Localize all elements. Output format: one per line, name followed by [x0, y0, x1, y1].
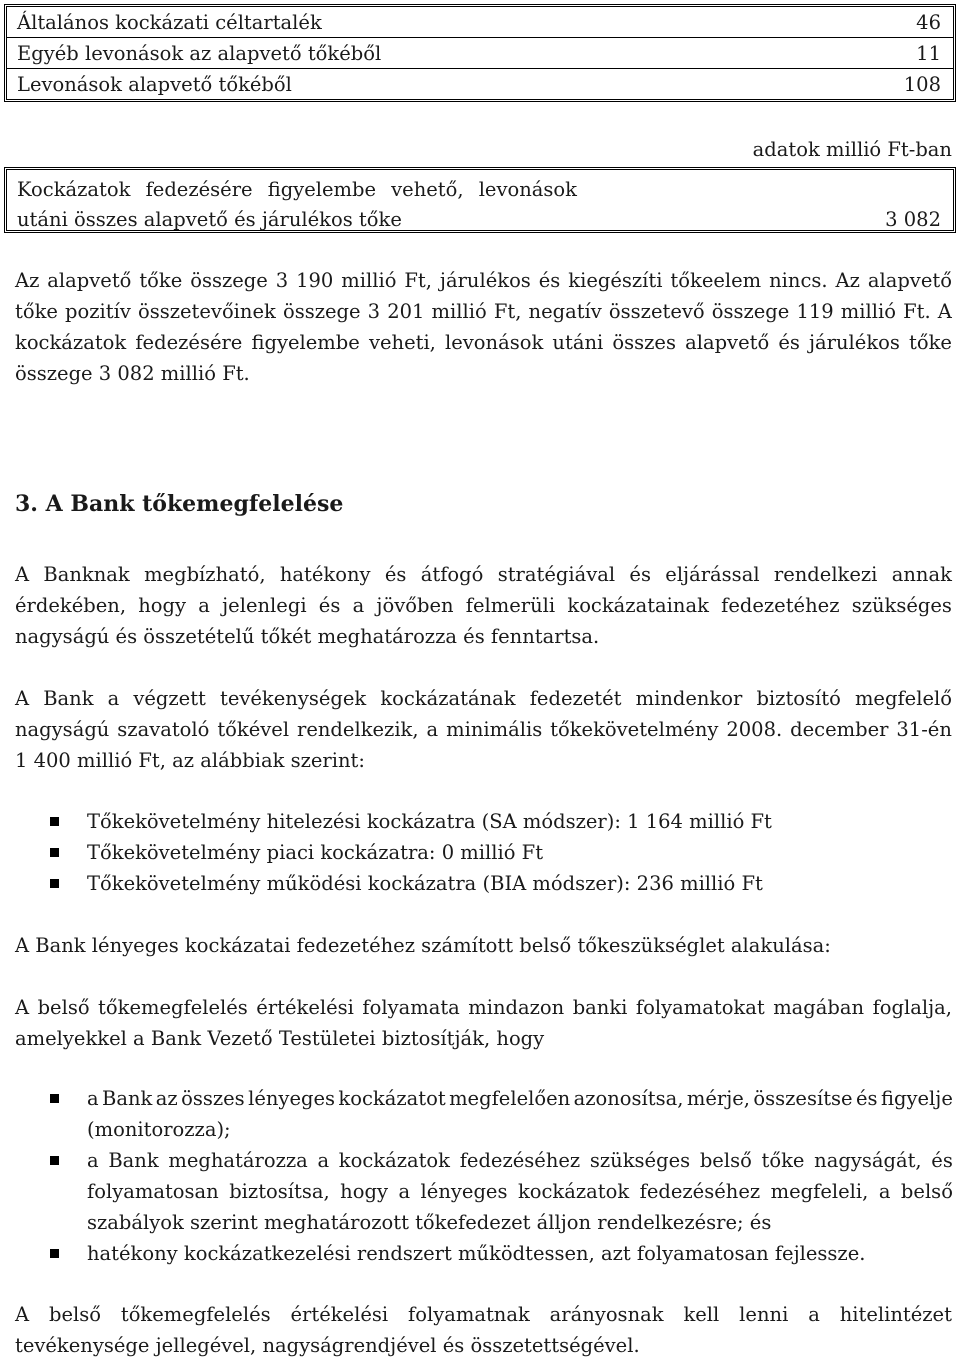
square-bullet-icon: [50, 817, 59, 826]
square-bullet-icon: [50, 1156, 59, 1165]
list-item: [0, 806, 960, 837]
text-line: kockázatok fedezésére figyelembe veheti, levonások utáni összes alapvető és járulékos tőke: [15, 331, 952, 354]
capital-label-line2: utáni összes alapvető és járulékos tőke: [17, 208, 402, 231]
list-item: [0, 837, 960, 868]
square-bullet-icon: [50, 848, 59, 857]
square-bullet-icon: [50, 1249, 59, 1258]
text-line: amelyekkel a Bank Vezető Testületei biztosítják, hogy: [15, 1027, 545, 1050]
list-item-text: Tőkekövetelmény piaci kockázatra: 0 millió Ft: [87, 841, 544, 864]
section-heading: 3. A Bank tőkemegfelelése: [15, 491, 344, 517]
text-line: tőke pozitív összetevőinek összege 3 201 millió Ft, negatív összetevő összege 119 millió Ft. A: [15, 300, 952, 323]
list-item-text: Tőkekövetelmény hitelezési kockázatra (SA módszer): 1 164 millió Ft: [87, 810, 772, 833]
paragraph-assessment-process: [15, 992, 952, 1054]
deductions-table: [4, 4, 956, 102]
text-line: 1 400 millió Ft, az alábbiak szerint:: [15, 749, 365, 772]
text-line: A Banknak megbízható, hatékony és átfogó stratégiával és eljárással rendelkezi annak: [15, 563, 952, 586]
row-value: 11: [916, 42, 941, 65]
text-line: érdekében, hogy a jelenlegi és a jövőben felmerüli kockázatainak fedezetéhez szükséges: [15, 594, 952, 617]
text-line: tevékenysége jellegével, nagyságrendjével és összetettségével.: [15, 1334, 640, 1357]
row-label: Általános kockázati céltartalék: [17, 11, 322, 34]
table-row: [7, 69, 953, 100]
list-item-text: a Bank az összes lényeges kockázatot megfelelően azonosítsa, mérje, összesítse és figyelje (monitorozza);: [87, 1087, 953, 1141]
list-item: [0, 1238, 960, 1269]
capital-table: [4, 167, 956, 233]
paragraph-strategy: [15, 559, 952, 652]
list-item-text: a Bank meghatározza a kockázatok fedezéséhez szükséges belső tőke nagyságát, és folyamatosan biztosítsa, hogy a lényeges kockázatok fedezéséhez megfeleli, a belső szabályok szerint meghatározott tőkefedezet álljon rendelkezésre; és: [87, 1149, 953, 1234]
list-item: [0, 1145, 960, 1238]
square-bullet-icon: [50, 879, 59, 888]
capital-value: 3 082: [885, 208, 941, 231]
row-value: 46: [916, 11, 941, 34]
text-line: Az alapvető tőke összege 3 190 millió Ft, járulékos és kiegészíti tőkeelem nincs. Az alapvető: [15, 269, 952, 292]
paragraph-proportionality: [15, 1299, 952, 1361]
text-line: A Bank lényeges kockázatai fedezetéhez számított belső tőkeszükséglet alakulása:: [15, 934, 831, 957]
process-list: [0, 1083, 960, 1269]
unit-note: adatok millió Ft-ban: [752, 138, 952, 161]
row-label: Egyéb levonások az alapvető tőkéből: [17, 42, 382, 65]
capital-label-line1: Kockázatok fedezésére figyelembe vehető, levonások: [17, 178, 577, 201]
paragraph-capital-summary: [15, 265, 952, 389]
paragraph-capital-requirement: [15, 683, 952, 776]
row-value: 108: [903, 73, 941, 96]
row-label: Levonások alapvető tőkéből: [17, 73, 292, 96]
list-item-text: hatékony kockázatkezelési rendszert működtessen, azt folyamatosan fejlessze.: [87, 1242, 866, 1265]
table-row: [7, 38, 953, 69]
list-item: [0, 1083, 960, 1145]
square-bullet-icon: [50, 1094, 59, 1103]
requirements-list: [0, 806, 960, 899]
text-line: A Bank a végzett tevékenységek kockázatának fedezetét mindenkor biztosító megfelelő: [15, 687, 952, 710]
list-item: [0, 868, 960, 899]
text-line: A belső tőkemegfelelés értékelési folyamatnak arányosnak kell lenni a hitelintézet: [15, 1303, 952, 1326]
table-row: [7, 7, 953, 38]
text-line: összege 3 082 millió Ft.: [15, 362, 250, 385]
paragraph-internal-capital: [15, 930, 952, 961]
text-line: A belső tőkemegfelelés értékelési folyamata mindazon banki folyamatokat magában foglalja,: [15, 996, 952, 1019]
list-item-text: Tőkekövetelmény működési kockázatra (BIA módszer): 236 millió Ft: [87, 872, 763, 895]
capital-label: [17, 175, 577, 235]
text-line: nagyságú szavatoló tőkével rendelkezik, a minimális tőkekövetelmény 2008. december 31-én: [15, 718, 952, 741]
text-line: nagyságú és összetételű tőkét meghatározza és fenntartsa.: [15, 625, 600, 648]
